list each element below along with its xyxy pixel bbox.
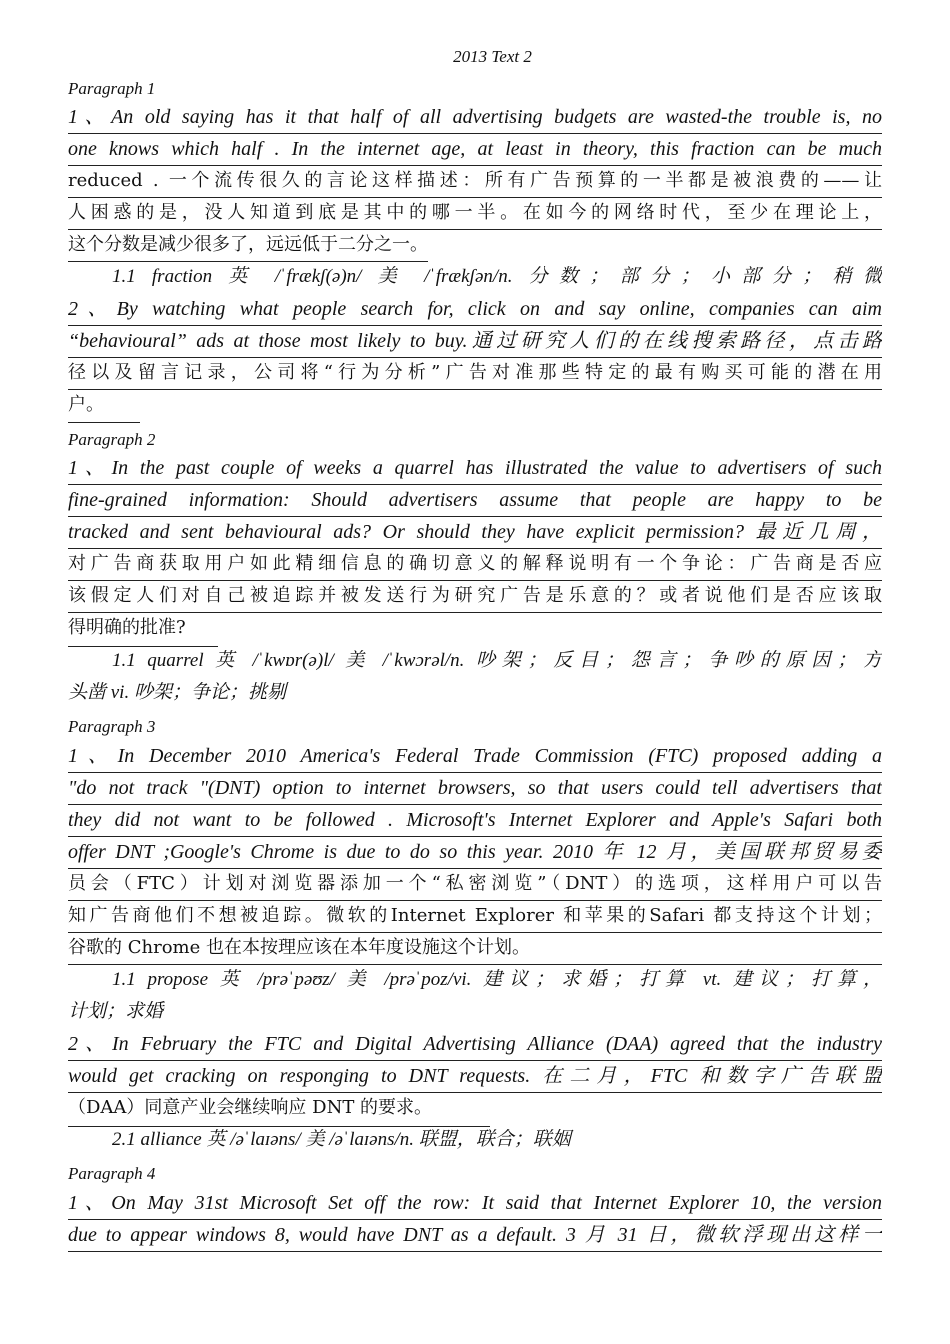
text-line: fine-grained information: Should advertisers assume that people are happy to be — [68, 484, 882, 517]
text-line: 1、In the past couple of weeks a quarrel has illustrated the value to advertisers of such — [68, 452, 882, 485]
line-underline — [68, 422, 140, 423]
text-line: 这个分数是减少很多了，远远低于二分之一。 — [68, 229, 428, 262]
vocab-entry-continued: 头凿 vi. 吵架；争论；挑剔 — [68, 682, 286, 703]
vocab-entry: 2.1 alliance 英 /əˈlaɪəns/ 美 /əˈlaɪəns/n. 联盟，联合；联姻 — [112, 1129, 571, 1150]
text-line: 得明确的批准? — [68, 617, 186, 638]
text-line: "do not track "(DNT) option to internet browsers, so that users could tell advertisers that — [68, 772, 882, 805]
vocab-entry-continued: 计划；求婚 — [68, 1001, 164, 1022]
text-line: 人困惑的是，没人知道到底是其中的哪一半。在如今的网络时代，至少在理论上， — [68, 197, 882, 230]
text-line: 户。 — [68, 394, 104, 415]
text-line: would get cracking on responging to DNT requests. 在二月，FTC 和数字广告联盟 — [68, 1060, 882, 1093]
text-line: 1、An old saying has it that half of all advertising budgets are wasted-the trouble is, no — [68, 101, 882, 134]
vocab-entry: 1.1 quarrel 英 /ˈkwɒr(ə)l/ 美 /ˈkwɔrəl/n. 吵架；反目；怨言；争吵的原因；方 — [112, 650, 882, 671]
text-line: reduced . 一个流传很久的言论这样描述：所有广告预算的一半都是被浪费的——让 — [68, 165, 882, 198]
paragraph-label: Paragraph 3 — [68, 717, 156, 736]
text-line: offer DNT ;Google's Chrome is due to do so this year. 2010 年 12 月，美国联邦贸易委 — [68, 836, 882, 869]
text-line: due to appear windows 8, would have DNT as a default. 3 月 31 日，微软浮现出这样一 — [68, 1219, 882, 1252]
vocab-entry: 1.1 propose 英 /prəˈpəʊz/ 美 /prəˈpoz/vi. 建议；求婚；打算 vt. 建议；打算， — [112, 969, 882, 990]
text-line: 1、On May 31st Microsoft Set off the row: It said that Internet Explorer 10, the version — [68, 1187, 882, 1220]
text-line: 2、By watching what people search for, click on and say online, companies can aim — [68, 293, 882, 326]
text-line: 员会（FTC）计划对浏览器添加一个“私密浏览”（DNT）的选项，这样用户可以告 — [68, 868, 882, 901]
text-line: 谷歌的 Chrome 也在本按理应该在本年度设施这个计划。 — [68, 932, 882, 965]
text-line: 1、In December 2010 America's Federal Trade Commission (FTC) proposed adding a — [68, 740, 882, 773]
vocab-entry: 1.1 fraction 英 /ˈfrækʃ(ə)n/ 美 /ˈfrækʃən/n. 分数；部分；小部分；稍微 — [112, 266, 882, 287]
text-line: tracked and sent behavioural ads? Or should they have explicit permission? 最近几周， — [68, 516, 882, 549]
text-line: 2、In February the FTC and Digital Advertising Alliance (DAA) agreed that the industry — [68, 1028, 882, 1061]
paragraph-label: Paragraph 2 — [68, 430, 156, 449]
text-line: （DAA）同意产业会继续响应 DNT 的要求。 — [68, 1097, 433, 1118]
text-line: 对广告商获取用户如此精细信息的确切意义的解释说明有一个争论：广告商是否应 — [68, 548, 882, 581]
document-title: 2013 Text 2 — [453, 47, 532, 66]
text-line: one knows which half . In the internet age, at least in theory, this fraction can be much — [68, 133, 882, 166]
text-line: “behavioural” ads at those most likely to buy.通过研究人们的在线搜索路径，点击路 — [68, 325, 882, 358]
text-line: 径以及留言记录，公司将“行为分析”广告对准那些特定的最有购买可能的潜在用 — [68, 357, 882, 390]
text-line: they did not want to be followed . Microsoft's Internet Explorer and Apple's Safari both — [68, 804, 882, 837]
paragraph-label: Paragraph 1 — [68, 79, 156, 98]
paragraph-label: Paragraph 4 — [68, 1164, 156, 1183]
text-line: 知广告商他们不想被追踪。微软的Internet Explorer 和苹果的Safari 都支持这个计划； — [68, 900, 882, 933]
text-line: 该假定人们对自己被追踪并被发送行为研究广告是乐意的？或者说他们是否应该取 — [68, 580, 882, 613]
